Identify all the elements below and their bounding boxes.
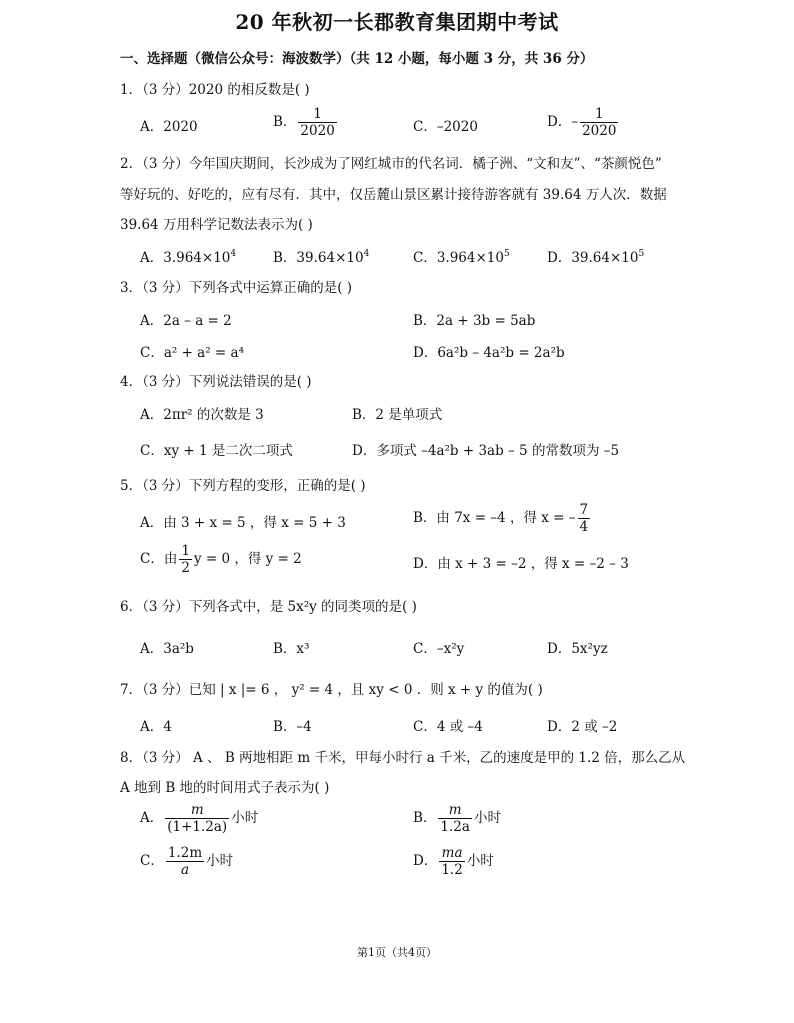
q1-option-c: C．–2020 xyxy=(413,119,478,135)
q5-option-c: C．由 $\frac{1}{2}$ y = 0 ，得 y = 2 xyxy=(140,543,302,576)
fraction: $\frac{ma}{1.2}$ xyxy=(441,845,463,878)
fraction: $\frac{1}{2020}$ xyxy=(582,106,617,139)
question-2-stem-line2: 等好玩的、好吃的，应有尽有．其中，仅岳麓山景区累计接待游客就有 39.64 万人次．数据 xyxy=(120,187,667,203)
q1-option-d: D．– $\frac{1}{2020}$ xyxy=(547,106,617,139)
q7-option-a: A．4 xyxy=(140,719,172,735)
q2-option-a: A．$3.964\times 10^4$ xyxy=(140,249,237,266)
q6-option-d: D．5x²yz xyxy=(547,641,608,657)
fraction: $\frac{1}{2020}$ xyxy=(300,106,335,139)
fraction: $\frac{m}{1.2a}$ xyxy=(440,802,470,835)
q2-option-d: D．$39.64\times 10^5$ xyxy=(547,249,645,266)
q3-option-a: A．2a – a = 2 xyxy=(140,313,232,329)
q3-option-d: D．6a²b – 4a²b = 2a²b xyxy=(413,345,565,361)
fraction: $\frac{1.2m}{a}$ xyxy=(167,845,203,878)
q5-option-b: B．由 7x = –4 ，得 x = – $\frac{7}{4}$ xyxy=(413,502,589,535)
question-3-stem: 3．（3 分）下列各式中运算正确的是( ) xyxy=(120,280,353,296)
q3-option-b: B．2a + 3b = 5ab xyxy=(413,313,536,329)
q8-option-d: D． $\frac{ma}{1.2}$ 小时 xyxy=(413,845,494,878)
fraction: $\frac{7}{4}$ xyxy=(579,502,589,535)
q5-option-d: D．由 x + 3 = –2 ，得 x = –2 – 3 xyxy=(413,556,629,572)
question-5-stem: 5．（3 分）下列方程的变形，正确的是( ) xyxy=(120,478,366,494)
question-2-stem-line3: 39.64 万用科学记数法表示为( ) xyxy=(120,217,313,233)
fraction: $\frac{m}{(1+1.2a)}$ xyxy=(167,802,228,835)
q5-option-a: A．由 3 + x = 5 ，得 x = 5 + 3 xyxy=(140,515,346,531)
q6-option-c: C．–x²y xyxy=(413,641,465,657)
question-8-stem-line2: A 地到 B 地的时间用式子表示为( ) xyxy=(120,780,330,796)
q2-option-b: B．$39.64\times 10^4$ xyxy=(273,249,370,266)
question-1-stem: 1．（3 分）2020 的相反数是( ) xyxy=(120,82,310,98)
q2-option-c: C．$3.964\times 10^5$ xyxy=(413,249,510,266)
q6-option-b: B．x³ xyxy=(273,641,310,657)
question-2-stem-line1: 2．（3 分）今年国庆期间，长沙成为了网红城市的代名词．橘子洲、“文和友”、“茶颜悦色” xyxy=(120,156,662,172)
q7-option-b: B．–4 xyxy=(273,719,312,735)
q1-option-a: A．2020 xyxy=(140,119,198,135)
question-8-stem-line1: 8．（3 分） A 、 B 两地相距 m 千米，甲每小时行 a 千米，乙的速度是甲的 1.2 倍，那么乙从 xyxy=(120,750,686,766)
q1-option-b: B． $\frac{1}{2020}$ xyxy=(273,106,335,139)
q4-option-a: A．2πr² 的次数是 3 xyxy=(140,407,264,423)
page-footer: 第1页（共4页） xyxy=(357,946,437,959)
q4-option-b: B．2 是单项式 xyxy=(352,407,443,423)
q6-option-a: A．3a²b xyxy=(140,641,194,657)
question-7-stem: 7．（3 分）已知 | x |= 6 ， y² = 4 ，且 xy < 0 ．则 x + y 的值为( ) xyxy=(120,682,543,698)
fraction: $\frac{1}{2}$ xyxy=(181,543,190,576)
section-heading: 一、选择题（微信公众号：海波数学）（共 12 小题，每小题 3 分，共 36 分） xyxy=(120,51,594,67)
q3-option-c: C．a² + a² = a⁴ xyxy=(140,345,244,361)
question-6-stem: 6．（3 分）下列各式中，是 5x²y 的同类项的是( ) xyxy=(120,599,417,615)
q8-option-c: C． $\frac{1.2m}{a}$ 小时 xyxy=(140,845,234,878)
q4-option-c: C．xy + 1 是二次二项式 xyxy=(140,443,293,459)
q7-option-c: C．4 或 –4 xyxy=(413,719,483,735)
question-4-stem: 4．（3 分）下列说法错误的是( ) xyxy=(120,374,312,390)
q8-option-b: B． $\frac{m}{1.2a}$ 小时 xyxy=(413,802,501,835)
q4-option-d: D．多项式 –4a²b + 3ab – 5 的常数项为 –5 xyxy=(352,443,620,459)
q7-option-d: D．2 或 –2 xyxy=(547,719,618,735)
exam-title: 20 年秋初一长郡教育集团期中考试 xyxy=(235,10,559,34)
q8-option-a: A． $\frac{m}{(1+1.2a)}$ 小时 xyxy=(140,802,259,835)
